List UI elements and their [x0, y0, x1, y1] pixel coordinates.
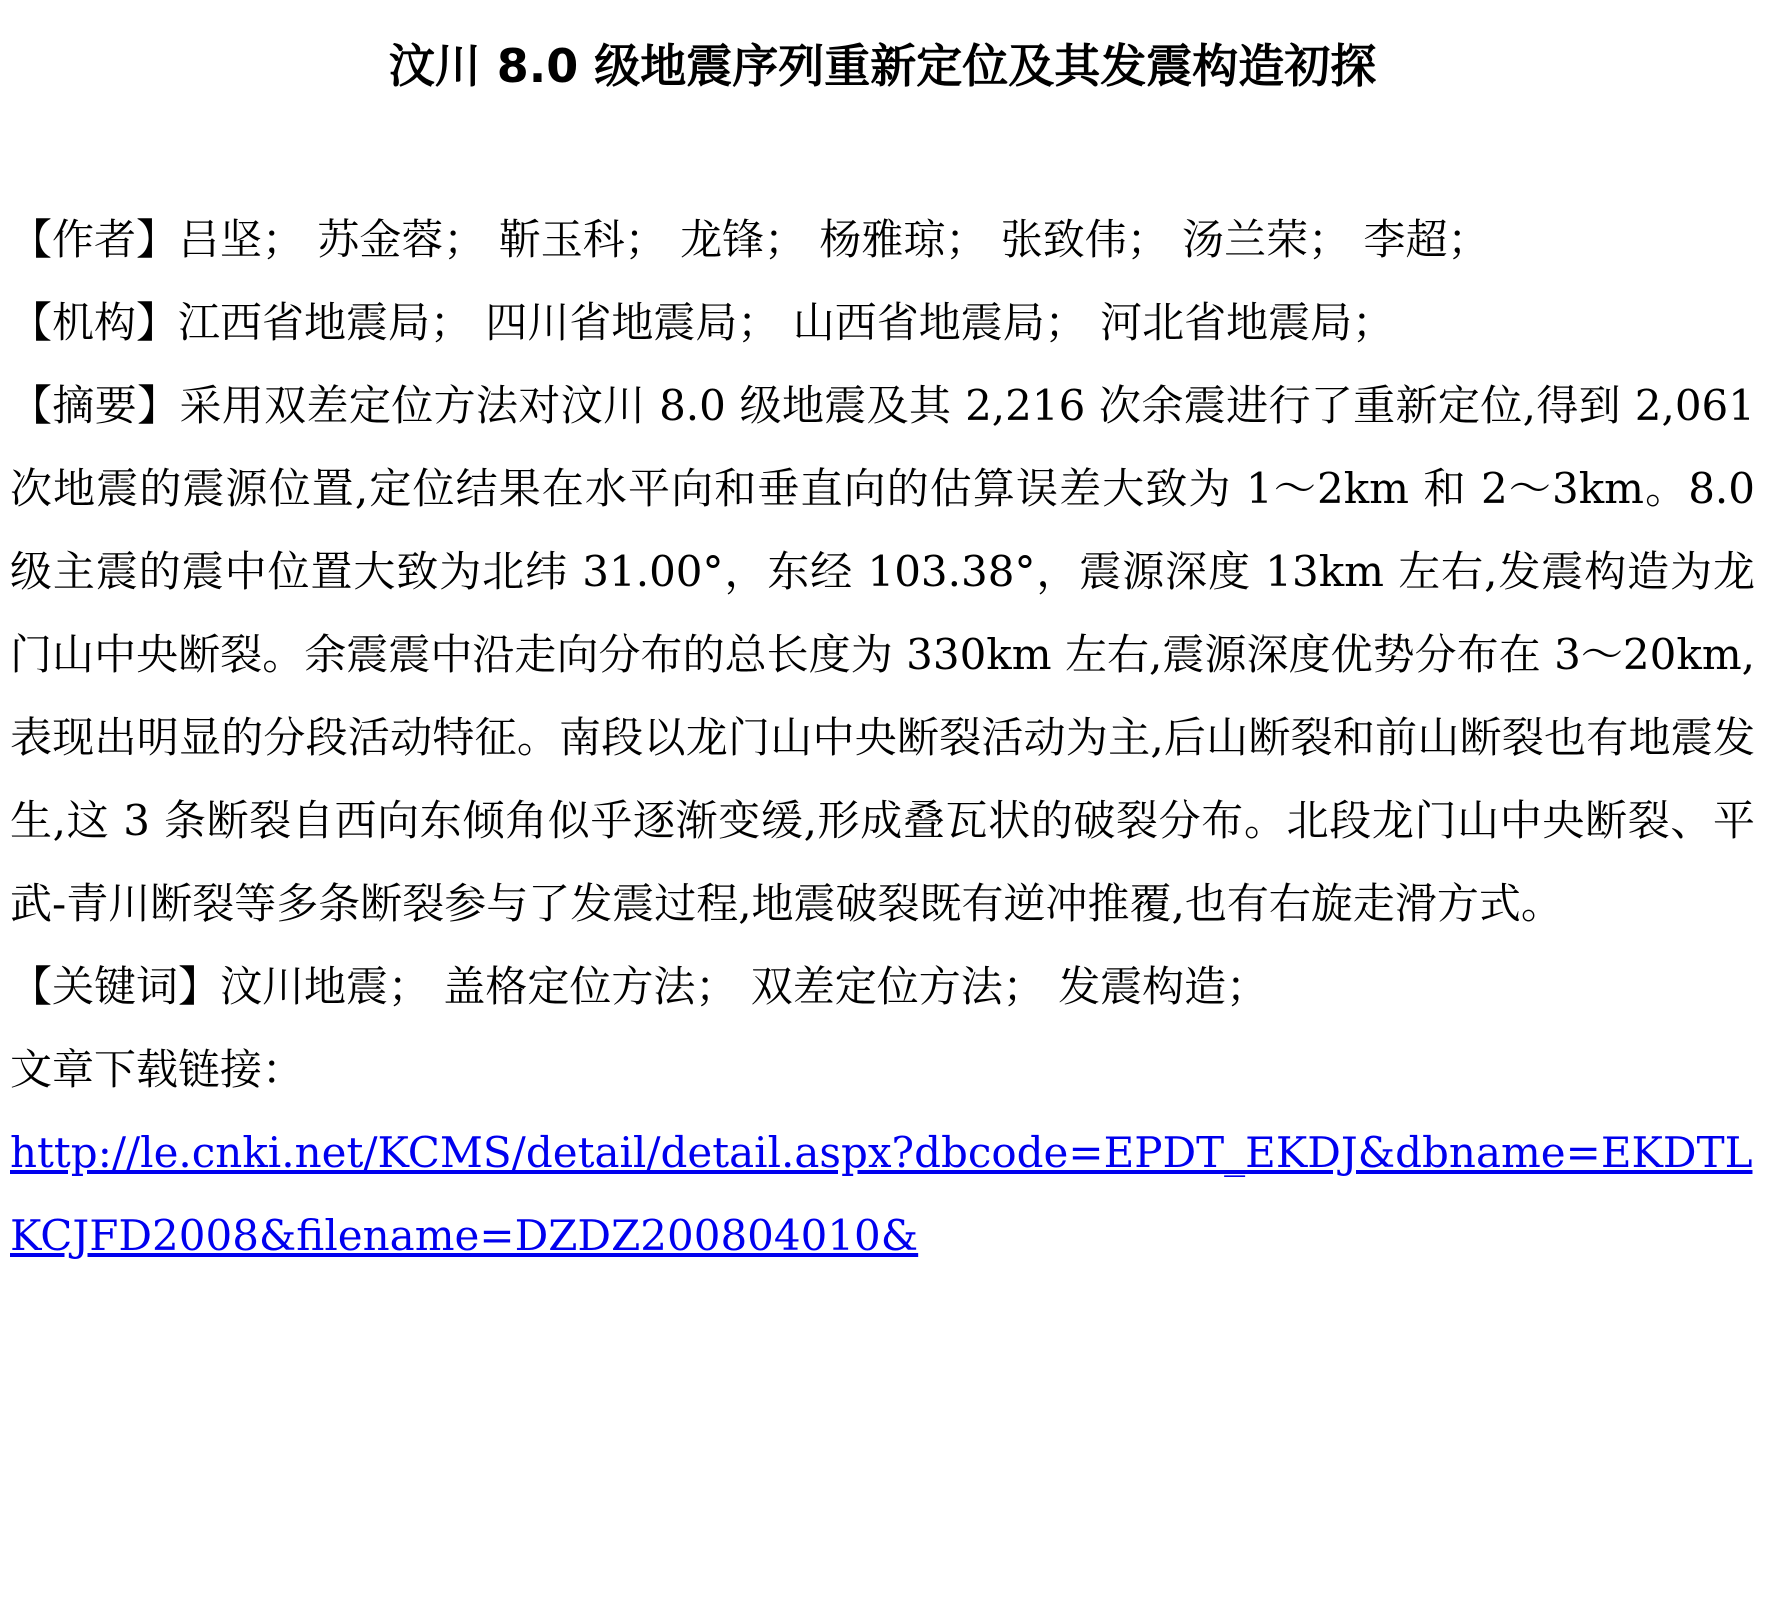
authors-value: 吕坚； 苏金蓉； 靳玉科； 龙锋； 杨雅琼； 张致伟； 汤兰荣； 李超；	[178, 215, 1490, 264]
keywords-line	[10, 945, 1755, 1028]
download-link-line	[10, 1111, 1755, 1277]
download-label-line	[10, 1028, 1755, 1111]
institutions-label: 【机构】	[10, 298, 179, 347]
abstract-value: 采用双差定位方法对汶川 8.0 级地震及其 2,216 次余震进行了重新定位,得到 2,061 次地震的震源位置,定位结果在水平向和垂直向的估算误差大致为 1～2km 和 2～3km。8.0 级主震的震中位置大致为北纬 31.00°，东经 103.38°，震源深度 13km 左右,发震构造为龙门山中央断裂。余震震中沿走向分布的总长度为 330km 左右,震源深度优势分布在 3～20km,表现出明显的分段活动特征。南段以龙门山中央断裂活动为主,后山断裂和前山断裂也有地震发生,这 3 条断裂自西向东倾角似乎逐渐变缓,形成叠瓦状的破裂分布。北段龙门山中央断裂、平武-青川断裂等多条断裂参与了发震过程,地震破裂既有逆冲推覆,也有右旋走滑方式。	[10, 381, 1755, 928]
keywords-label: 【关键词】	[10, 962, 221, 1011]
document-body	[10, 198, 1755, 1277]
download-link[interactable]: http://le.cnki.net/KCMS/detail/detail.aspx?dbcode=EPDT_EKDJ&dbname=EKDTLKCJFD2008&filename=DZDZ200804010&	[10, 1128, 1753, 1260]
authors-label: 【作者】	[10, 215, 179, 264]
download-label: 文章下载链接：	[10, 1045, 305, 1094]
abstract-label: 【摘要】	[10, 381, 180, 430]
document-page	[10, 0, 1755, 1602]
authors-line	[10, 198, 1755, 281]
abstract-paragraph	[10, 364, 1755, 945]
document-title: 汶川 8.0 级地震序列重新定位及其发震构造初探	[388, 39, 1377, 93]
institutions-line	[10, 281, 1755, 364]
institutions-value: 江西省地震局； 四川省地震局； 山西省地震局； 河北省地震局；	[178, 298, 1395, 347]
keywords-value: 汶川地震； 盖格定位方法； 双差定位方法； 发震构造；	[220, 962, 1269, 1011]
